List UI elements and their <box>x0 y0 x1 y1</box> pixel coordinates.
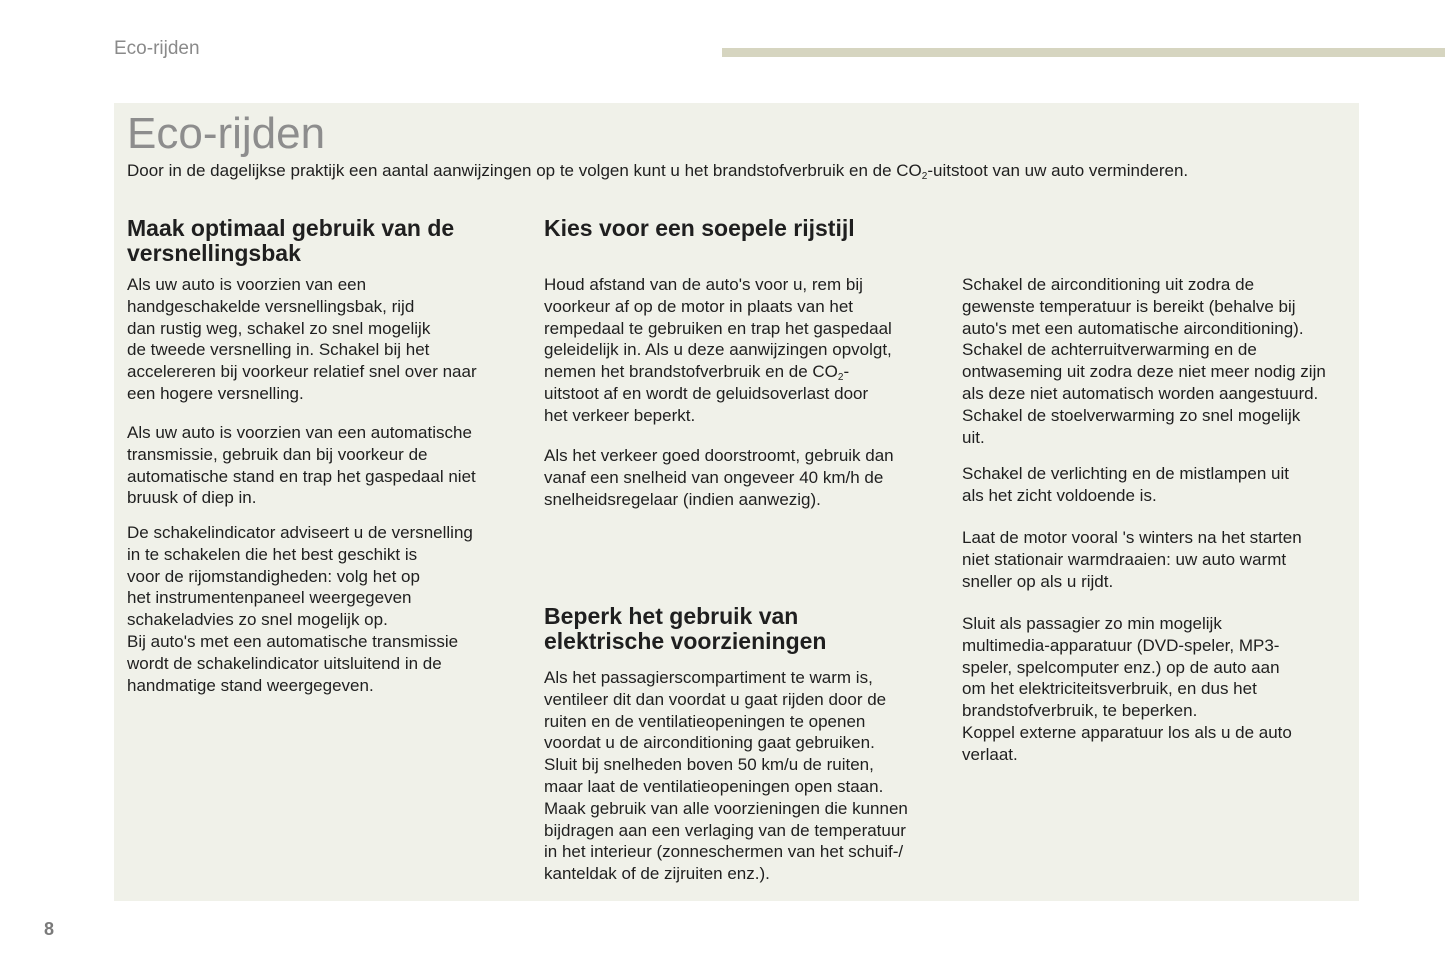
intro-text-end: -uitstoot van uw auto verminderen. <box>927 161 1189 180</box>
smooth-driving-paragraph <box>544 274 944 427</box>
heading-electrical-equipment: Beperk het gebruik van elektrische voorzieningen <box>544 603 827 654</box>
gearbox-automatic-paragraph: Als uw auto is voorzien van een automatische transmissie, gebruik dan bij voorkeur de automatische stand en trap het gaspedaal niet bruusk of diep in. <box>127 423 476 508</box>
intro-co2-subscript: 2 <box>921 171 928 182</box>
heading-gearbox: Maak optimaal gebruik van de versnellingsbak <box>127 215 455 266</box>
air-conditioning-paragraph: Schakel de airconditioning uit zodra de gewenste temperatuur is bereikt (behalve bij auto's met een automatische airconditioning). Schakel de achterruitverwarming en de ontwaseming uit zodra deze niet meer nodig zijn als deze niet automatisch worden aangestuurd. Schakel de stoelverwarming zo snel mogelijk uit. <box>962 275 1326 447</box>
intro-text-start: Door in de dagelijkse praktijk een aantal aanwijzingen op te volgen kunt u het brandstofverbruik en de CO <box>127 161 922 180</box>
header-decorative-bar <box>722 48 1445 57</box>
engine-warmup-paragraph: Laat de motor vooral 's winters na het starten niet stationair warmdraaien: uw auto warmt sneller op als u rijdt. <box>962 528 1302 591</box>
intro-text <box>127 160 1188 182</box>
heading-smooth-driving: Kies voor een soepele rijstijl <box>544 215 855 241</box>
smooth-driving-co2-subscript: 2 <box>837 372 844 384</box>
smooth-driving-text-start: Houd afstand van de auto's voor u, rem bij voorkeur af op de motor in plaats van het rempedaal te gebruiken en trap het gaspedaal geleidelijk in. Als u deze aanwijzingen opvolgt, nemen het brandstofverbruik en de CO <box>544 275 892 382</box>
page-number: 8 <box>44 919 55 939</box>
smooth-driving-text-end: - uitstoot af en wordt de geluidsoverlast door het verkeer beperkt. <box>544 362 869 425</box>
cruise-control-paragraph: Als het verkeer goed doorstroomt, gebruik dan vanaf een snelheid van ongeveer 40 km/h de snelheidsregelaar (indien aanwezig). <box>544 446 894 509</box>
section-header-label: Eco-rijden <box>114 38 200 59</box>
gearshift-indicator-paragraph: De schakelindicator adviseert u de versnelling in te schakelen die het best geschikt is voor de rijomstandigheden: volg het op het instrumentenpaneel weergegeven schakeladvies zo snel mogelijk op. Bij auto's met een automatische transmissie wordt de schakelindicator uitsluitend in de handmatige stand weergegeven. <box>127 523 473 695</box>
page-title: Eco-rijden <box>127 109 326 158</box>
ventilation-paragraph: Als het passagierscompartiment te warm is, ventileer dit dan voordat u gaat rijden door de ruiten en de ventilatieopeningen te openen voordat u de airconditioning gaat gebruiken. Sluit bij snelheden boven 50 km/u de ruiten, maar laat de ventilatieopeningen open staan. Maak gebruik van alle voorzieningen die kunnen bijdragen aan een verlaging van de temperatuur in het interieur (zonneschermen van het schuif-/ kanteldak of de zijruiten enz.). <box>544 668 908 884</box>
lighting-paragraph: Schakel de verlichting en de mistlampen uit als het zicht voldoende is. <box>962 464 1289 505</box>
multimedia-paragraph: Sluit als passagier zo min mogelijk multimedia-apparatuur (DVD-speler, MP3- speler, spelcomputer enz.) op de auto aan om het elektriciteitsverbruik, en dus het brandstofverbruik, te beperken. Koppel externe apparatuur los als u de auto verlaat. <box>962 614 1292 764</box>
gearbox-manual-paragraph: Als uw auto is voorzien van een handgeschakelde versnellingsbak, rijd dan rustig weg, schakel zo snel mogelijk de tweede versnelling in. Schakel bij het accelereren bij voorkeur relatief snel over naar een hogere versnelling. <box>127 275 477 403</box>
